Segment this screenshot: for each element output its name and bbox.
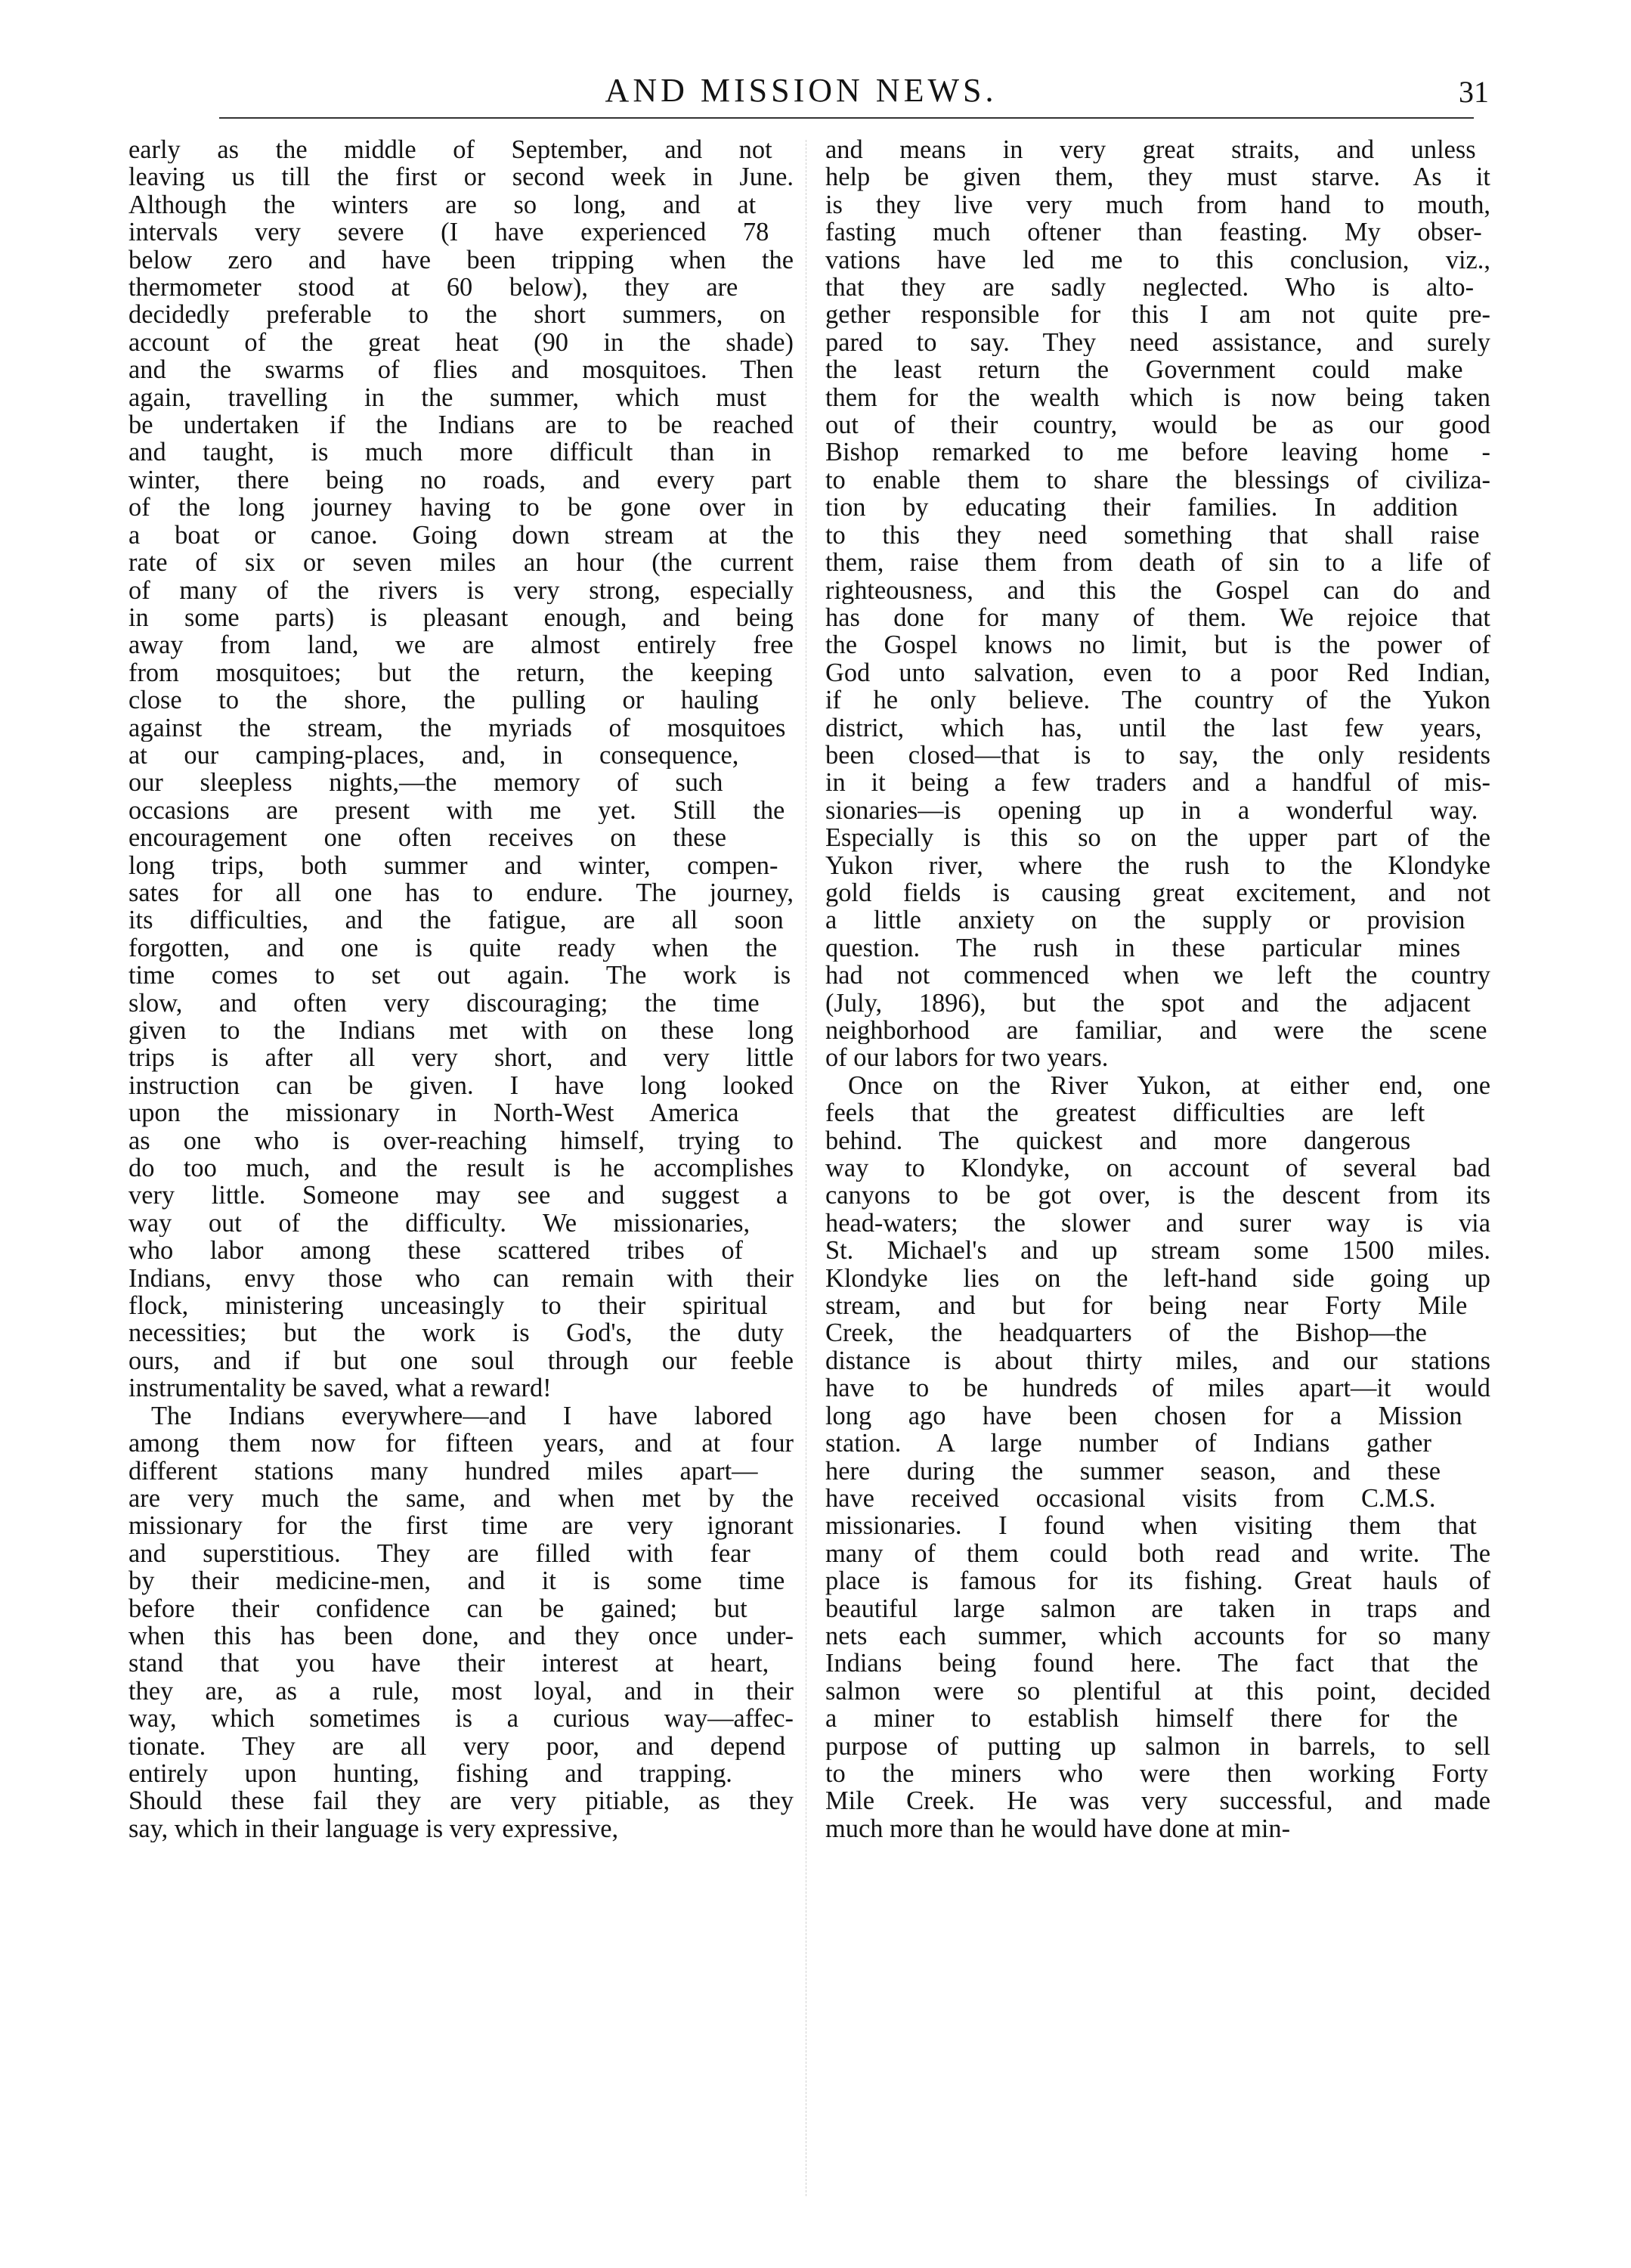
text-line: neighborhood are familiar, and were the scene [825,1017,1487,1045]
text-line: trips is after all very short, and very little [128,1044,794,1072]
text-line: ours, and if but one soul through our feeble [128,1346,794,1375]
text-line: of many of the rivers is very strong, especially [128,576,794,604]
text-line: occasions are present with me yet. Still the [128,796,785,825]
text-line: the Gospel knows no limit, but is the power of [825,631,1490,659]
text-line: have to be hundreds of miles apart—it would [825,1374,1490,1402]
text-line: is they live very much from hand to mouth, [825,191,1490,219]
text-line: leaving us till the first or second week in June. [128,163,794,191]
text-line: say, which in their language is very expressive, [128,1814,619,1843]
text-line: long ago have been chosen for a Mission [825,1402,1462,1430]
text-line: feels that the greatest difficulties are left [825,1099,1425,1127]
text-line: Creek, the headquarters of the Bishop—the [825,1319,1427,1347]
text-line: the least return the Government could make [825,356,1463,384]
text-line: in some parts) is pleasant enough, and being [128,603,794,632]
text-line: be undertaken if the Indians are to be reached [128,411,794,439]
text-line: help be given them, they must starve. As it [825,163,1490,191]
text-line: and the swarms of flies and mosquitoes. Then [128,356,794,384]
text-line: winter, there being no roads, and every part [128,466,792,494]
text-line: below zero and have been tripping when the [128,246,794,274]
text-line: and means in very great straits, and unless [825,136,1476,164]
text-line: Klondyke lies on the left-hand side going up [825,1264,1490,1293]
text-line: Although the winters are so long, and at [128,191,757,219]
text-line: (July, 1896), but the spot and the adjacent [825,989,1471,1017]
text-line: way to Klondyke, on account of several bad [825,1154,1490,1182]
text-line: rate of six or seven miles an hour (the current [128,549,794,577]
text-line: many of them could both read and write. The [825,1539,1490,1568]
text-line: upon the missionary in North-West America [128,1099,739,1127]
text-line: Indians being found here. The fact that the [825,1650,1478,1678]
text-line: fasting much oftener than feasting. My obser- [825,218,1482,246]
text-line: missionary for the first time are very ignorant [128,1512,794,1540]
text-line: head-waters; the slower and surer way is via [825,1209,1490,1238]
text-line: again, travelling in the summer, which must [128,383,767,412]
text-line: time comes to set out again. The work is [128,962,791,990]
text-line: thermometer stood at 60 below), they are [128,274,738,302]
text-line: gold fields is causing great excitement, and not [825,878,1490,907]
text-line: among them now for fifteen years, and at four [128,1430,794,1458]
text-line: pared to say. They need assistance, and surely [825,328,1490,357]
text-line: as one who is over-reaching himself, trying to [128,1126,794,1155]
text-line: a miner to establish himself there for the [825,1705,1458,1733]
header-rule [219,117,1474,119]
text-line: station. A large number of Indians gather [825,1430,1431,1458]
text-line: them, raise them from death of sin to a life of [825,549,1490,577]
text-line: slow, and often very discouraging; the time [128,989,760,1017]
text-line: from mosquitoes; but the return, the keeping [128,658,773,687]
text-line: instrumentality be saved, what a reward! [128,1374,552,1402]
text-line: canyons to be got over, is the descent from its [825,1182,1490,1210]
page-number: 31 [1459,75,1489,109]
text-line: Should these fail they are very pitiable, as they [128,1787,794,1815]
text-line: and superstitious. They are filled with fear [128,1539,751,1568]
text-line: if he only believe. The country of the Yukon [825,686,1490,714]
text-line: long trips, both summer and winter, compen- [128,851,778,879]
text-line: way, which sometimes is a curious way—affec- [128,1705,794,1733]
text-line: Bishop remarked to me before leaving home - [825,438,1490,466]
text-line: a little anxiety on the supply or provision [825,906,1465,934]
text-line: to enable them to share the blessings of civiliza- [825,466,1490,494]
text-line: gether responsible for this I am not quite pre- [825,301,1490,329]
text-line: sates for all one has to endure. The journey, [128,878,794,907]
text-line: has done for many of them. We rejoice that [825,603,1490,632]
text-line: early as the middle of September, and not [128,136,772,164]
text-line: our sleepless nights,—the memory of such [128,769,723,797]
text-line: nets each summer, which accounts for so many [825,1622,1490,1650]
text-line: place is famous for its fishing. Great hauls of [825,1567,1490,1595]
running-head: AND MISSION NEWS. [605,72,998,109]
text-line: Especially is this so on the upper part of the [825,824,1490,852]
text-line: Yukon river, where the rush to the Klondyke [825,851,1490,879]
text-line: by their medicine-men, and it is some time [128,1567,785,1595]
text-line: instruction can be given. I have long looked [128,1071,794,1100]
text-line: encouragement one often receives on these [128,824,727,852]
text-line: before their confidence can be gained; but [128,1594,747,1622]
text-line: intervals very severe (I have experienced 78 [128,218,769,246]
text-line: sionaries—is opening up in a wonderful way. [825,796,1478,825]
text-line: distance is about thirty miles, and our stations [825,1346,1490,1375]
text-line: district, which has, until the last few years, [825,714,1482,742]
text-line: decidedly preferable to the short summers, on [128,301,786,329]
text-line: who labor among these scattered tribes of [128,1237,743,1265]
text-line: are very much the same, and when met by the [128,1484,794,1513]
text-line: to this they need something that shall raise [825,521,1480,550]
text-line: of our labors for two years. [825,1044,1109,1072]
text-line: given to the Indians met with on these long [128,1017,794,1045]
text-line: different stations many hundred miles apart— [128,1457,758,1485]
text-line: vations have led me to this conclusion, viz., [825,246,1490,274]
text-line: account of the great heat (90 in the shade) [128,328,794,357]
text-line: a boat or canoe. Going down stream at the [128,521,794,550]
text-line: Indians, envy those who can remain with their [128,1264,794,1293]
text-line: very little. Someone may see and suggest a [128,1182,788,1210]
text-line: they are, as a rule, most loyal, and in their [128,1677,794,1706]
text-line: stream, and but for being near Forty Mile [825,1292,1468,1320]
text-line: purpose of putting up salmon in barrels, to sell [825,1732,1490,1760]
text-line: question. The rush in these particular mines [825,934,1461,962]
text-line: against the stream, the myriads of mosquitoes [128,714,786,742]
text-line: way out of the difficulty. We missionaries, [128,1209,751,1238]
text-line: stand that you have their interest at heart, [128,1650,769,1678]
text-line: out of their country, would be as our good [825,411,1490,439]
text-line: St. Michael's and up stream some 1500 miles. [825,1237,1490,1265]
text-line: righteousness, and this the Gospel can do and [825,576,1490,604]
text-line: forgotten, and one is quite ready when the [128,934,778,962]
text-line: at our camping-places, and, in consequence, [128,741,739,770]
text-line: and taught, is much more difficult than in [128,438,772,466]
page-header [113,67,1489,119]
text-line: do too much, and the result is he accomplishes [128,1154,794,1182]
text-line: entirely upon hunting, fishing and trapping. [128,1759,732,1788]
text-line: close to the shore, the pulling or hauling [128,686,759,714]
text-line: tion by educating their families. In addition [825,494,1458,522]
text-line: Mile Creek. He was very successful, and made [825,1787,1490,1815]
text-line: its difficulties, and the fatigue, are all soon [128,906,784,934]
text-line: have received occasional visits from C.M.S. [825,1484,1436,1513]
text-line: that they are sadly neglected. Who is alto- [825,274,1475,302]
text-line: behind. The quickest and more dangerous [825,1126,1411,1155]
text-line: God unto salvation, even to a poor Red Indian, [825,658,1490,687]
left-column [128,136,794,2192]
text-line: when this has been done, and they once under- [128,1622,794,1650]
text-line: been closed—that is to say, the only residents [825,741,1490,770]
right-column [825,136,1490,2192]
text-line: away from land, we are almost entirely free [128,631,794,659]
text-line: had not commenced when we left the country [825,962,1490,990]
text-line: of the long journey having to be gone over in [128,494,794,522]
text-line: flock, ministering unceasingly to their spiritual [128,1292,768,1320]
text-line: much more than he would have done at min- [825,1814,1291,1843]
text-line: here during the summer season, and these [825,1457,1441,1485]
text-line: salmon were so plentiful at this point, decided [825,1677,1490,1706]
text-line: to the miners who were then working Forty [825,1759,1488,1788]
text-line: beautiful large salmon are taken in traps and [825,1594,1490,1622]
text-line: them for the wealth which is now being taken [825,383,1490,412]
text-line: Once on the River Yukon, at either end, one [848,1071,1490,1100]
text-line: tionate. They are all very poor, and depend [128,1732,786,1760]
text-line: necessities; but the work is God's, the duty [128,1319,784,1347]
text-line: missionaries. I found when visiting them that [825,1512,1477,1540]
text-line: in it being a few traders and a handful of mis- [825,769,1490,797]
text-line: The Indians everywhere—and I have labored [151,1402,772,1430]
